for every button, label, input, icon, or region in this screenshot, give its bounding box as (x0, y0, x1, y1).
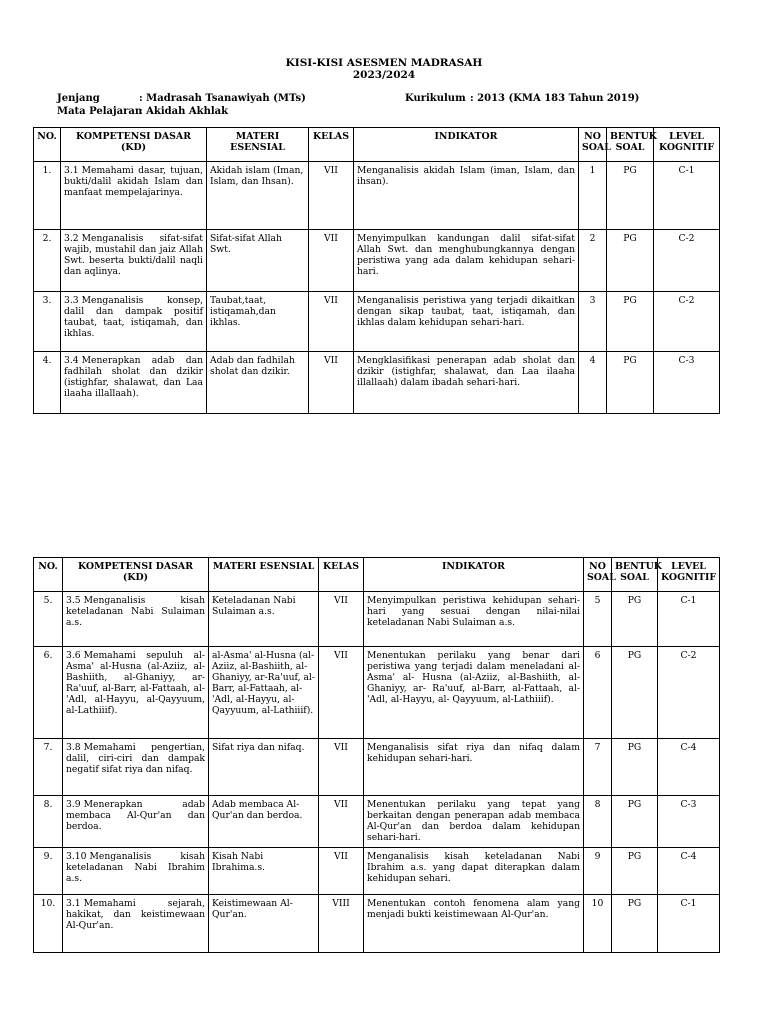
level-kognitif-cell: C-2 (658, 647, 720, 739)
kd-text: Menerapkan adab membaca Al-Qur'an dan berdoa. (66, 799, 205, 832)
jenjang-value: : Madrasah Tsanawiyah (MTs) (139, 93, 306, 104)
kd-text: Memahami sepuluh al-Asma' al-Husna (al-Aziiz, al-Bashiith, al-Ghaniyy, ar-Ra'uuf, al-Barr, al-Fattaah, al-'Adl, al-Hayyu, al-Qayyuum, al-Lathiiif). (66, 650, 205, 716)
kd-number: 3.1 (64, 165, 79, 176)
col-header-indikator: INDIKATOR (354, 128, 579, 162)
materi-esensial-cell: al-Asma' al-Husna (al-Aziiz, al-Bashiith, al-Ghaniyy, ar-Ra'uuf, al-Barr, al-Fattaah, al-'Adl, al-Hayyu, al-Qayyuum, al-Lathiiif). (209, 647, 319, 739)
materi-esensial-cell: Sifat riya dan nifaq. (209, 739, 319, 796)
row-number: 2. (34, 230, 61, 292)
table-row (34, 739, 720, 796)
no-soal-cell: 3 (579, 292, 607, 352)
indikator-cell: Menganalisis kisah keteladanan Nabi Ibrahim a.s. yang dapat diterapkan dalam kehidupan sehari. (364, 848, 584, 895)
level-kognitif-cell: C-2 (654, 292, 720, 352)
document-title (0, 57, 768, 81)
table-row (34, 230, 720, 292)
materi-esensial-cell: Adab dan fadhilah sholat dan dzikir. (207, 352, 309, 414)
col-header-materi: MATERI ESENSIAL (207, 128, 309, 162)
kompetensi-dasar-cell (61, 162, 207, 230)
col-header-kd: KOMPETENSI DASAR (KD) (61, 128, 207, 162)
row-number: 8. (34, 796, 63, 848)
no-soal-cell: 4 (579, 352, 607, 414)
level-kognitif-cell: C-4 (658, 848, 720, 895)
level-kognitif-cell: C-1 (658, 592, 720, 647)
bentuk-soal-cell: PG (612, 647, 658, 739)
materi-esensial-cell: Sifat-sifat Allah Swt. (207, 230, 309, 292)
kd-number: 3.4 (64, 355, 79, 366)
table-row (34, 592, 720, 647)
kelas-cell: VII (309, 230, 354, 292)
bentuk-soal-cell: PG (607, 292, 654, 352)
kompetensi-dasar-cell (61, 292, 207, 352)
kd-number: 3.10 (66, 851, 87, 862)
col-header-kd: KOMPETENSI DASAR (KD) (63, 558, 209, 592)
col-header-no: NO. (34, 558, 63, 592)
indikator-cell: Mengklasifikasi penerapan adab sholat dan dzikir (istighfar, shalawat, dan Laa ilaaha illallaah) dalam ibadah sehari-hari. (354, 352, 579, 414)
no-soal-cell: 9 (584, 848, 612, 895)
indikator-cell: Menentukan contoh fenomena alam yang menjadi bukti keistimewaan Al-Qur'an. (364, 895, 584, 953)
indikator-cell: Menganalisis peristiwa yang terjadi dikaitkan dengan sikap taubat, taat, istiqamah, dan ikhlas dalam kehidupan sehari-hari. (354, 292, 579, 352)
table-row (34, 162, 720, 230)
kelas-cell: VII (309, 352, 354, 414)
indikator-cell: Menganalisis akidah Islam (iman, Islam, dan ihsan). (354, 162, 579, 230)
bentuk-soal-cell: PG (607, 352, 654, 414)
row-number: 6. (34, 647, 63, 739)
bentuk-soal-cell: PG (612, 592, 658, 647)
table-1-body (34, 162, 720, 414)
indikator-cell: Menyimpulkan kandungan dalil sifat-sifat Allah Swt. dan menghubungkannya dengan peristiwa yang ada dalam kehidupan sehari-hari. (354, 230, 579, 292)
kelas-cell: VII (319, 848, 364, 895)
kd-number: 3.6 (66, 650, 81, 661)
row-number: 7. (34, 739, 63, 796)
no-soal-cell: 10 (584, 895, 612, 953)
col-header-level-kognitif: LEVEL KOGNITIF (654, 128, 720, 162)
table-row (34, 796, 720, 848)
col-header-no: NO. (34, 128, 61, 162)
title-line-1: KISI-KISI ASESMEN MADRASAH (285, 57, 483, 69)
level-kognitif-cell: C-2 (654, 230, 720, 292)
level-kognitif-cell: C-3 (658, 796, 720, 848)
kompetensi-dasar-cell (63, 848, 209, 895)
no-soal-cell: 6 (584, 647, 612, 739)
kd-text: Memahami dasar, tujuan, bukti/dalil akidah Islam dan manfaat mempelajarinya. (64, 165, 203, 198)
materi-esensial-cell: Keistimewaan Al-Qur'an. (209, 895, 319, 953)
no-soal-cell: 2 (579, 230, 607, 292)
indikator-cell: Menentukan perilaku yang tepat yang berkaitan dengan penerapan adab membaca Al-Qur'an dan berdoa dalam kehidupan sehari-hari. (364, 796, 584, 848)
materi-esensial-cell: Akidah islam (Iman, Islam, dan Ihsan). (207, 162, 309, 230)
row-number: 5. (34, 592, 63, 647)
kisi-kisi-table-2 (33, 557, 720, 953)
materi-esensial-cell: Keteladanan Nabi Sulaiman a.s. (209, 592, 319, 647)
no-soal-cell: 1 (579, 162, 607, 230)
bentuk-soal-cell: PG (612, 848, 658, 895)
kompetensi-dasar-cell (63, 592, 209, 647)
row-number: 3. (34, 292, 61, 352)
bentuk-soal-cell: PG (607, 230, 654, 292)
indikator-cell: Menganalisis sifat riya dan nifaq dalam kehidupan sehari-hari. (364, 739, 584, 796)
materi-esensial-cell: Taubat,taat, istiqamah,dan ikhlas. (207, 292, 309, 352)
kelas-cell: VIII (319, 895, 364, 953)
kd-text: Memahami pengertian, dalil, ciri-ciri dan dampak negatif sifat riya dan nifaq. (66, 742, 205, 775)
col-header-bentuk-soal: BENTUK SOAL (612, 558, 658, 592)
kompetensi-dasar-cell (63, 796, 209, 848)
level-kognitif-cell: C-4 (658, 739, 720, 796)
kisi-kisi-table-1 (33, 127, 720, 414)
kelas-cell: VII (309, 292, 354, 352)
bentuk-soal-cell: PG (612, 739, 658, 796)
kd-text: Menganalisis kisah keteladanan Nabi Ibrahim a.s. (66, 851, 205, 884)
kd-text: Memahami sejarah, hakikat, dan keistimewaan Al-Qur'an. (66, 898, 205, 931)
indikator-cell: Menyimpulkan peristiwa kehidupan sehari-hari yang sesuai dengan nilai-nilai keteladanan Nabi Sulaiman a.s. (364, 592, 584, 647)
materi-esensial-cell: Adab membaca Al-Qur'an dan berdoa. (209, 796, 319, 848)
col-header-kelas: KELAS (319, 558, 364, 592)
row-number: 9. (34, 848, 63, 895)
col-header-bentuk-soal: BENTUK SOAL (607, 128, 654, 162)
mapel-value: : Akidah Akhlak (139, 106, 229, 117)
kd-number: 3.1 (66, 898, 81, 909)
kelas-cell: VII (309, 162, 354, 230)
no-soal-cell: 5 (584, 592, 612, 647)
title-line-2: 2023/2024 (352, 69, 416, 81)
kd-number: 3.3 (64, 295, 79, 306)
table-row (34, 848, 720, 895)
kelas-cell: VII (319, 647, 364, 739)
kurikulum-label: Kurikulum (405, 93, 466, 104)
kompetensi-dasar-cell (61, 230, 207, 292)
no-soal-cell: 7 (584, 739, 612, 796)
indikator-cell: Menentukan perilaku yang benar dari peristiwa yang terjadi dalam meneladani al-Asma' al- Husna (al-Aziiz, al-Bashiith, al-Ghaniyy, ar- Ra'uuf, al-Barr, al-Fattaah, al-'Adl, al-Hayyu, al- Qayyuum, al-Lathiiif). (364, 647, 584, 739)
kd-number: 3.9 (66, 799, 81, 810)
level-kognitif-cell: C-1 (654, 162, 720, 230)
kompetensi-dasar-cell (63, 739, 209, 796)
row-number: 10. (34, 895, 63, 953)
kelas-cell: VII (319, 592, 364, 647)
kd-number: 3.2 (64, 233, 79, 244)
bentuk-soal-cell: PG (612, 796, 658, 848)
kelas-cell: VII (319, 739, 364, 796)
kurikulum-value: : 2013 (KMA 183 Tahun 2019) (470, 93, 640, 104)
col-header-level-kognitif: LEVEL KOGNITIF (658, 558, 720, 592)
materi-esensial-cell: Kisah Nabi Ibrahima.s. (209, 848, 319, 895)
level-kognitif-cell: C-1 (658, 895, 720, 953)
table-2-body (34, 592, 720, 953)
mapel-label: Mata Pelajaran (57, 106, 143, 117)
col-header-kelas: KELAS (309, 128, 354, 162)
kelas-cell: VII (319, 796, 364, 848)
col-header-indikator: INDIKATOR (364, 558, 584, 592)
col-header-no-soal: NO SOAL (584, 558, 612, 592)
kd-text: Menganalisis konsep, dalil dan dampak positif taubat, taat, istiqamah, dan ikhlas. (64, 295, 203, 339)
table-row (34, 647, 720, 739)
kompetensi-dasar-cell (61, 352, 207, 414)
no-soal-cell: 8 (584, 796, 612, 848)
table-row (34, 352, 720, 414)
jenjang-label: Jenjang (57, 93, 100, 104)
kompetensi-dasar-cell (63, 895, 209, 953)
bentuk-soal-cell: PG (607, 162, 654, 230)
row-number: 1. (34, 162, 61, 230)
kd-text: Menganalisis kisah keteladanan Nabi Sulaiman a.s. (66, 595, 205, 628)
col-header-materi: MATERI ESENSIAL (209, 558, 319, 592)
kd-number: 3.5 (66, 595, 81, 606)
col-header-no-soal: NO SOAL (579, 128, 607, 162)
kd-text: Menerapkan adab dan fadhilah sholat dan dzikir (istighfar, shalawat, dan Laa ilaaha illallaah). (64, 355, 203, 399)
bentuk-soal-cell: PG (612, 895, 658, 953)
row-number: 4. (34, 352, 61, 414)
table-row (34, 292, 720, 352)
level-kognitif-cell: C-3 (654, 352, 720, 414)
kompetensi-dasar-cell (63, 647, 209, 739)
kd-text: Menganalisis sifat-sifat wajib, mustahil dan jaiz Allah Swt. beserta bukti/dalil naqli dan aqlinya. (64, 233, 203, 277)
kd-number: 3.8 (66, 742, 81, 753)
table-row (34, 895, 720, 953)
